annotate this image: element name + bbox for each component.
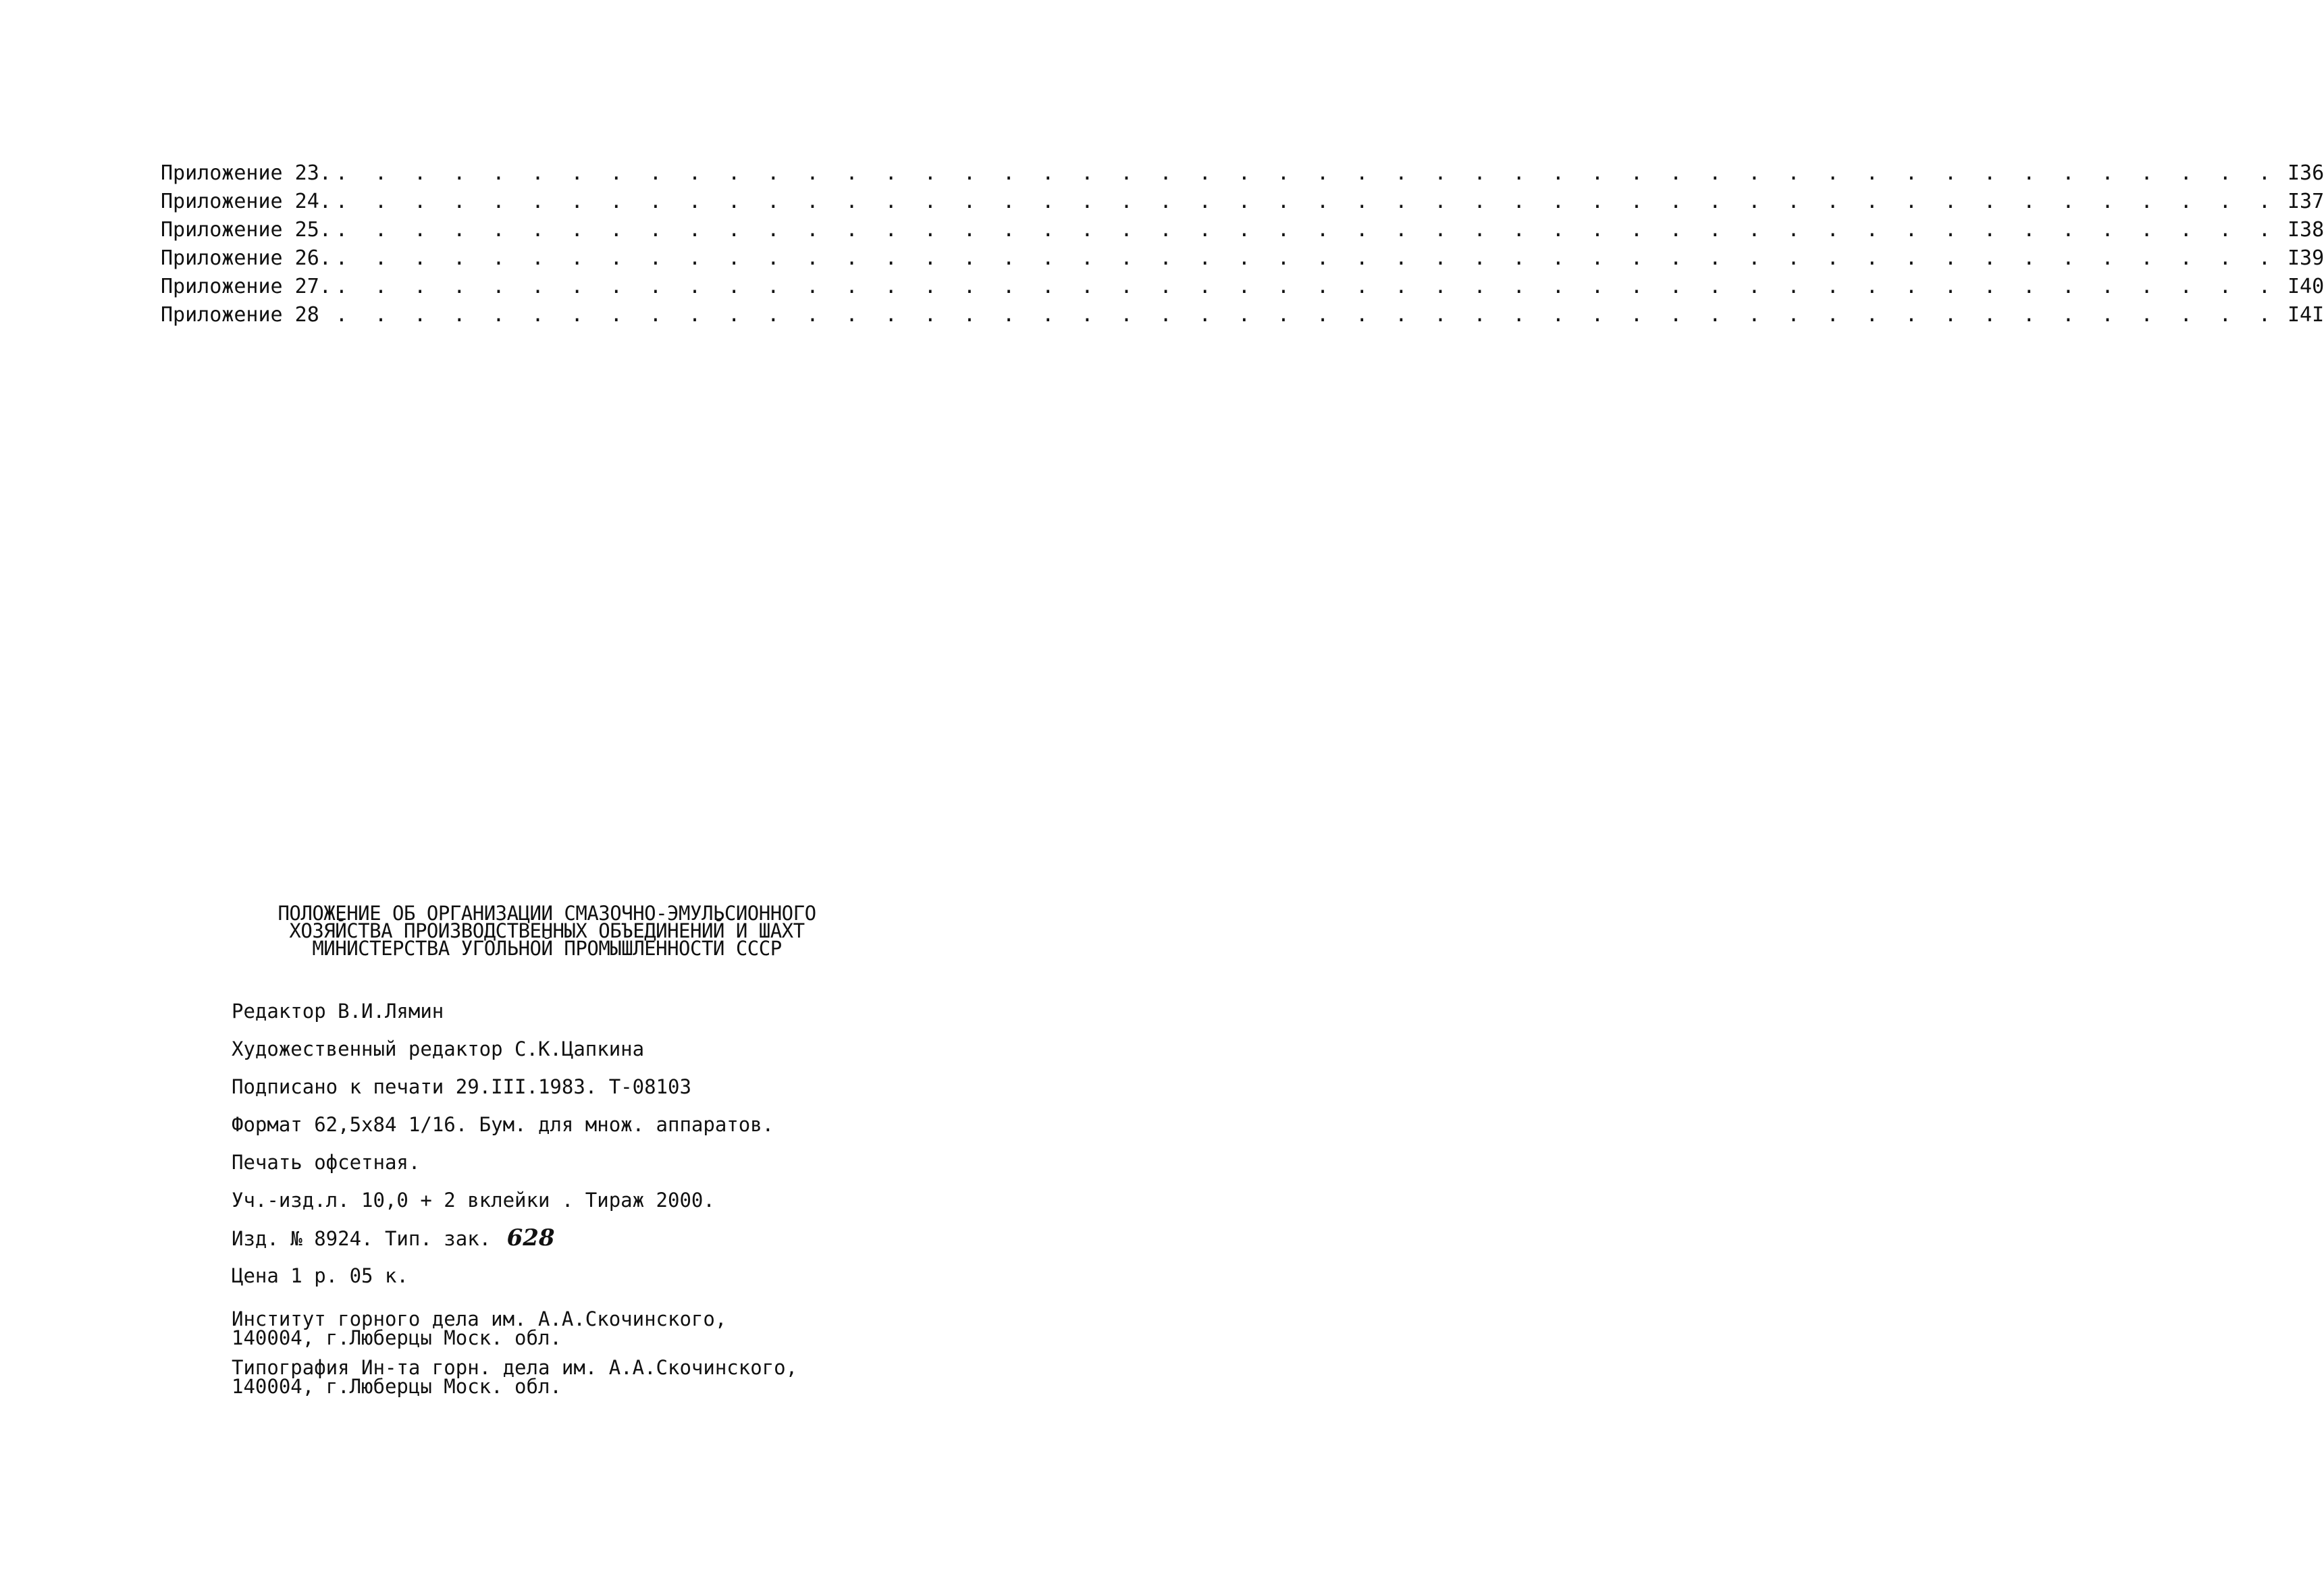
toc-entry (161, 301, 2324, 329)
toc-entry (161, 188, 2324, 216)
toc-entry-label: Приложение 26. (161, 246, 332, 270)
table-of-contents (161, 159, 2324, 329)
order-number-handwritten: 628 (506, 1224, 555, 1251)
toc-leader-dots: . . . . . . . . . . . . . . . . . . . . . . . . . . . . . . . . . . . . . . . . . . . . . . . . . . (335, 275, 2278, 298)
toc-leader-dots: . . . . . . . . . . . . . . . . . . . . . . . . . . . . . . . . . . . . . . . . . . . . . . . . . . (335, 303, 2278, 327)
toc-leader-dots: . . . . . . . . . . . . . . . . . . . . . . . . . . . . . . . . . . . . . . . . . . . . . . . . . . (335, 190, 2278, 213)
volume-circulation-line: Уч.-изд.л. 10,0 + 2 вклейки . Тираж 2000. (232, 1189, 715, 1212)
colophon-title (223, 902, 871, 960)
toc-entry (161, 159, 2324, 188)
toc-leader-dots: . . . . . . . . . . . . . . . . . . . . . . . . . . . . . . . . . . . . . . . . . . . . . . . . . . (335, 246, 2278, 270)
institute-address (232, 1309, 1042, 1347)
editor-line: Редактор В.И.Лямин (232, 1000, 444, 1023)
toc-entry-label: Приложение 25. (161, 218, 332, 242)
institute-location: 140004, г.Люберцы Моск. обл. (232, 1326, 562, 1349)
print-type-line: Печать офсетная. (232, 1151, 421, 1174)
toc-entry (161, 273, 2324, 301)
toc-entry-label: Приложение 27. (161, 275, 332, 298)
toc-entry-page: I4I (2287, 303, 2324, 327)
colophon-title-line: ПОЛОЖЕНИЕ ОБ ОРГАНИЗАЦИИ СМАЗОЧНО-ЭМУЛЬСИОННОГО (278, 902, 816, 925)
colophon (232, 992, 1042, 1396)
institute-name: Институт горного дела им. А.А.Скочинского, (232, 1307, 727, 1330)
toc-entry-page: I38 (2287, 218, 2324, 242)
toc-entry-page: I40 (2287, 275, 2324, 298)
toc-entry-label: Приложение 23. (161, 161, 332, 185)
toc-entry-label: Приложение 24. (161, 190, 332, 213)
price-line: Цена 1 р. 05 к. (232, 1264, 408, 1287)
printing-house-name: Типография Ин-та горн. дела им. А.А.Скочинского, (232, 1356, 798, 1379)
toc-entry-label: Приложение 28 (161, 303, 332, 327)
toc-entry-page: I37 (2287, 190, 2324, 213)
printing-house-address (232, 1358, 1042, 1396)
order-line (232, 1219, 1042, 1257)
toc-leader-dots: . . . . . . . . . . . . . . . . . . . . . . . . . . . . . . . . . . . . . . . . . . . . . . . . . . (335, 218, 2278, 242)
colophon-title-line: МИНИСТЕРСТВА УГОЛЬНОЙ ПРОМЫШЛЕННОСТИ СССР (312, 937, 782, 960)
toc-entry-page: I36 (2287, 161, 2324, 185)
order-prefix: Изд. № 8924. Тип. зак. (232, 1227, 492, 1250)
art-editor-line: Художественный редактор С.К.Цапкина (232, 1037, 645, 1060)
toc-entry (161, 244, 2324, 273)
printing-house-location: 140004, г.Люберцы Моск. обл. (232, 1375, 562, 1398)
toc-entry (161, 216, 2324, 244)
toc-entry-page: I39 (2287, 246, 2324, 270)
signed-for-print-line: Подписано к печати 29.III.1983. Т-08103 (232, 1075, 691, 1098)
colophon-title-line: ХОЗЯЙСТВА ПРОИЗВОДСТВЕННЫХ ОБЪЕДИНЕНИЙ И ШАХТ (289, 919, 805, 942)
toc-leader-dots: . . . . . . . . . . . . . . . . . . . . . . . . . . . . . . . . . . . . . . . . . . . . . . . . . . (335, 161, 2278, 185)
format-line: Формат 62,5х84 1/16. Бум. для множ. аппаратов. (232, 1113, 774, 1136)
